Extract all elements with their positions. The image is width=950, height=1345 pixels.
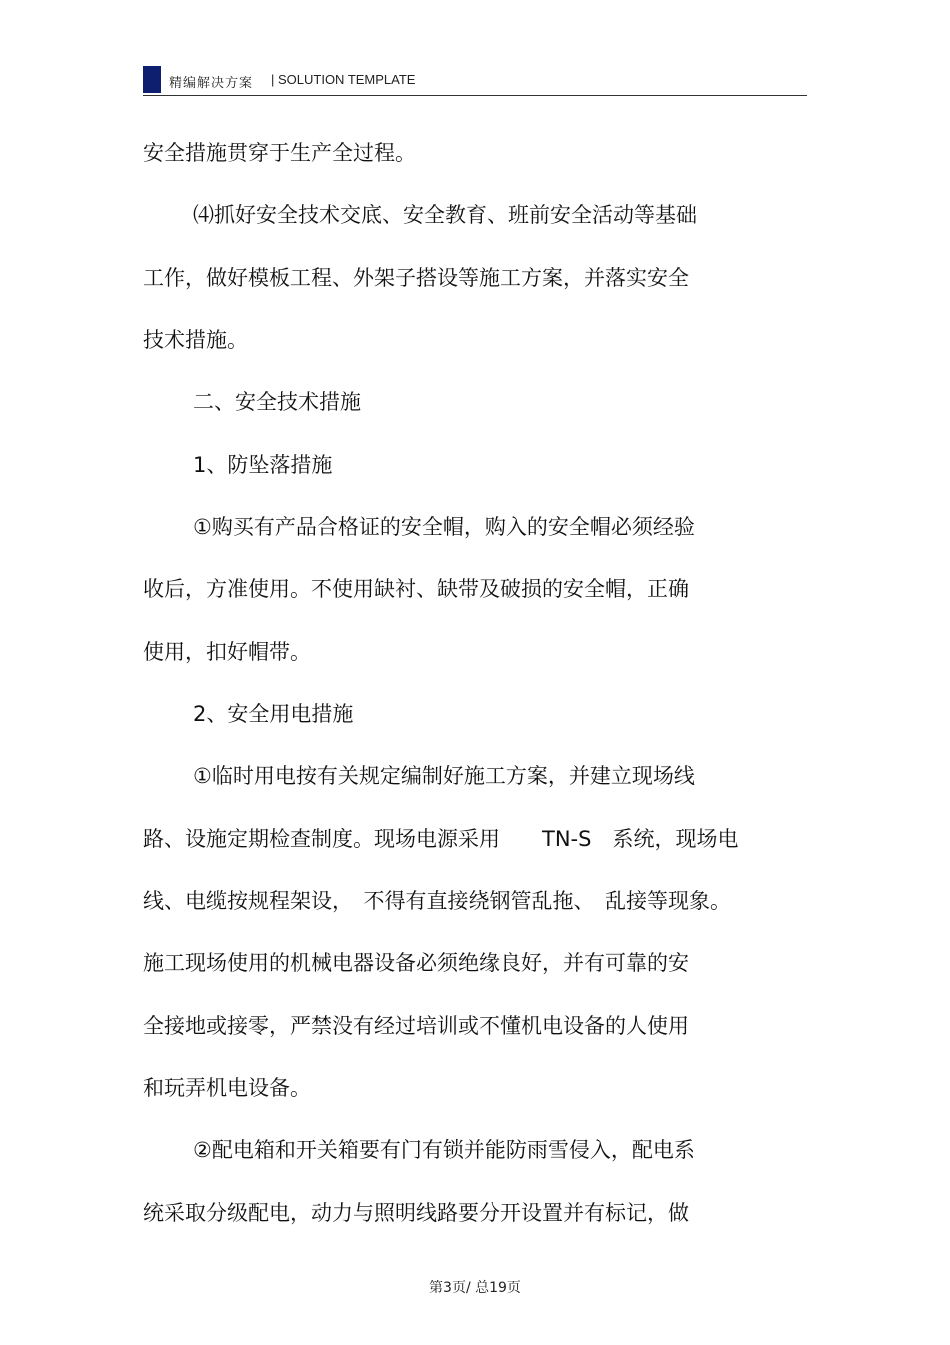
body-line: ②配电箱和开关箱要有门有锁并能防雨雪侵入，配电系	[193, 1138, 695, 1162]
body-line: 全接地或接零，严禁没有经过培训或不懂机电设备的人使用	[143, 1014, 689, 1038]
logo-icon	[143, 66, 161, 93]
body-line: 和玩弄机电设备。	[143, 1076, 311, 1100]
body-line: 使用，扣好帽带。	[143, 640, 311, 664]
page-number: 第3页/ 总19页	[429, 1280, 521, 1296]
body-line: 施工现场使用的机械电器设备必须绝缘良好，并有可靠的安	[143, 951, 689, 975]
body-line: 线、电缆按规程架设， 不得有直接绕钢管乱拖、 乱接等现象。	[143, 889, 731, 913]
header-title: 精编解决方案	[169, 76, 254, 91]
page-header	[143, 66, 807, 96]
body-line: ①临时用电按有关规定编制好施工方案，并建立现场线	[193, 764, 695, 788]
header-divider	[143, 95, 807, 96]
body-line: 工作，做好模板工程、外架子搭设等施工方案，并落实安全	[143, 266, 689, 290]
body-line: 路、设施定期检查制度。现场电源采用 TN-S 系统，现场电	[143, 827, 739, 851]
body-line: 技术措施。	[143, 328, 248, 352]
body-line: ⑷抓好安全技术交底、安全教育、班前安全活动等基础	[193, 203, 697, 227]
body-line: 安全措施贯穿于生产全过程。	[143, 141, 416, 165]
header-subtitle: | SOLUTION TEMPLATE	[271, 72, 416, 87]
body-line: 收后，方准使用。不使用缺衬、缺带及破损的安全帽，正确	[143, 577, 689, 601]
section-heading: 二、安全技术措施	[193, 390, 361, 414]
subsection-heading: 2、安全用电措施	[193, 702, 354, 726]
body-line: 统采取分级配电，动力与照明线路要分开设置并有标记，做	[143, 1201, 689, 1225]
subsection-heading: 1、防坠落措施	[193, 453, 333, 477]
body-line: ①购买有产品合格证的安全帽，购入的安全帽必须经验	[193, 515, 695, 539]
